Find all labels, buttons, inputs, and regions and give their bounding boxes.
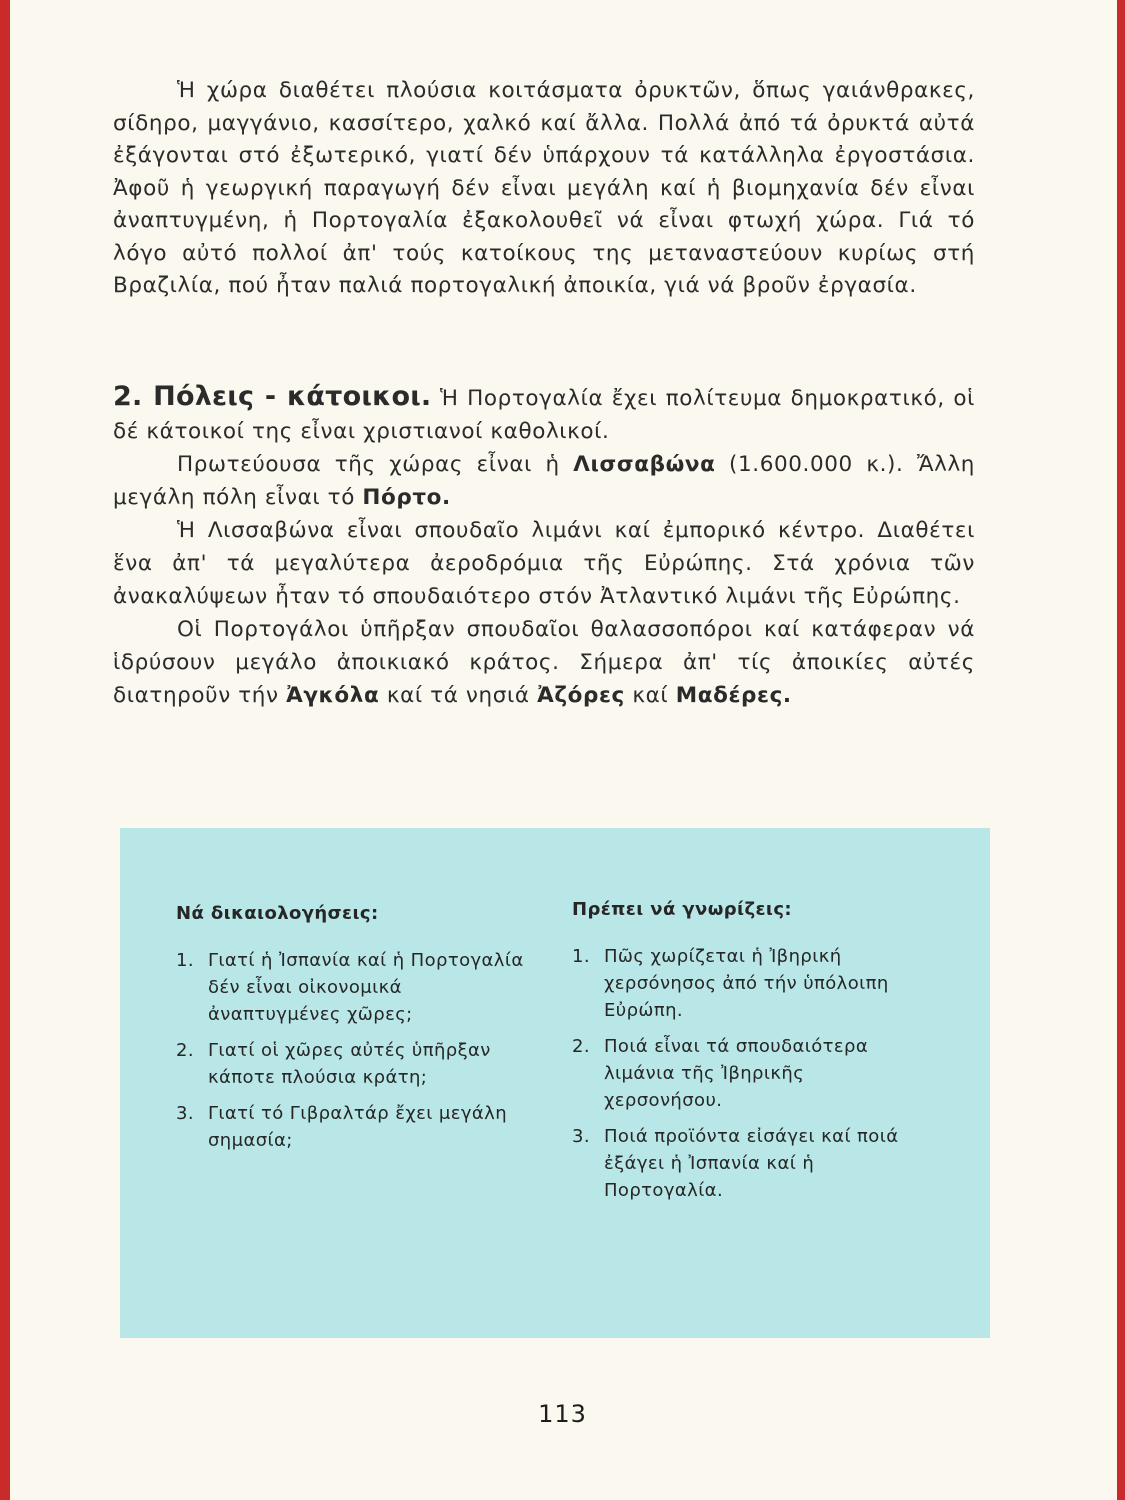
question-text: Πῶς χωρίζεται ἡ Ἰβηρική χερσόνησος ἀπό τήν ὑπόλοιπη Εὐρώπη. xyxy=(604,946,889,1021)
question-number: 1. xyxy=(572,946,590,967)
section-cities-inhabitants xyxy=(113,380,975,712)
question-number: 1. xyxy=(176,950,194,971)
intro-paragraph: Ἡ χώρα διαθέτει πλούσια κοιτάσματα ὀρυκτῶν, ὅπως γαιάνθρακες, σίδηρο, μαγγάνιο, κασσίτερο, χαλκό καί ἄλλα. Πολλά ἀπό τά ὀρυκτά αὐτά ἐξάγονται στό ἐξωτερικό, γιατί δέν ὑπάρχουν τά κατάλληλα ἐργοστάσια. Ἀφοῦ ἡ γεωργική παραγωγή δέν εἶναι μεγάλη καί ἡ βιομηχανία δέν εἶναι ἀναπτυγμένη, ἡ Πορτογαλία ἐξακολουθεῖ νά εἶναι φτωχή χώρα. Γιά τό λόγο αὐτό πολλοί ἀπ' τούς κατοίκους της μεταναστεύουν κυρίως στή Βραζιλία, πού ἦταν παλιά πορτογαλική ἀποικία, γιά νά βροῦν ἐργασία. xyxy=(113,78,975,298)
section-p1-text: Ἡ Πορτογαλία ἔχει πολίτευμα δημοκρατικό, οἱ δέ κάτοικοί της εἶναι χριστιανοί καθολικοί. xyxy=(113,386,976,444)
question-number: 2. xyxy=(572,1036,590,1057)
know-title: Πρέπει νά γνωρίζεις: xyxy=(572,899,793,920)
exercise-box xyxy=(120,828,990,1338)
section-paragraph-4 xyxy=(113,613,975,712)
question-text: Ποιά εἶναι τά σπουδαιότερα λιμάνια τῆς Ἰβηρικῆς χερσονήσου. xyxy=(604,1036,869,1111)
section-paragraph-3: Ἡ Λισσαβώνα εἶναι σπουδαῖο λιμάνι καί ἐμπορικό κέντρο. Διαθέτει ἕνα ἀπ' τά μεγαλύτερα ἀεροδρόμια τῆς Εὐρώπης. Στά χρόνια τῶν ἀνακαλύψεων ἦταν τό σπουδαιότερο στόν Ἀτλαντικό λιμάνι τῆς Εὐρώπης. xyxy=(113,518,975,609)
p2-text-c: (1.600.000 κ.). Ἄλλη μεγάλη πόλη εἶναι τό xyxy=(113,452,975,510)
colony-madeira: Μαδέρες. xyxy=(675,683,792,708)
question-number: 3. xyxy=(572,1126,590,1147)
question-text: Γιατί οἱ χῶρες αὐτές ὑπῆρξαν κάποτε πλούσια κράτη; xyxy=(208,1040,491,1088)
colony-azores: Ἀζόρες xyxy=(537,683,625,708)
p4-text-a: Οἱ Πορτογάλοι ὑπῆρξαν σπουδαῖοι θαλασσοπόροι καί κατάφεραν νά ἱδρύσουν μεγάλο ἀποικιακό κράτος. Σήμερα ἀπ' τίς ἀποικίες αὐτές διατηροῦν τήν xyxy=(113,617,975,708)
question-text: Γιατί ἡ Ἰσπανία καί ἡ Πορτογαλία δέν εἶναι οἰκονομικά ἀναπτυγμένες χῶρες; xyxy=(208,950,524,1025)
page-number: 113 xyxy=(538,1400,587,1428)
page-edge-left xyxy=(0,0,10,1500)
second-city-name: Πόρτο. xyxy=(362,485,451,510)
justify-column xyxy=(176,900,526,1163)
p2-text-a: Πρωτεύουσα τῆς χώρας εἶναι ἡ xyxy=(177,452,574,477)
question-number: 2. xyxy=(176,1040,194,1061)
capital-name: Λισσαβώνα xyxy=(573,452,716,477)
justify-title: Νά δικαιολογήσεις: xyxy=(176,903,379,924)
question-text: Ποιά προϊόντα εἰσάγει καί ποιά ἐξάγει ἡ Ἰσπανία καί ἡ Πορτογαλία. xyxy=(604,1126,899,1201)
p4-text-c: καί τά νησιά xyxy=(379,683,538,708)
section-paragraph-1 xyxy=(113,380,975,448)
justify-question xyxy=(176,1100,526,1154)
question-text: Γιατί τό Γιβραλτάρ ἔχει μεγάλη σημασία; xyxy=(208,1103,508,1151)
know-question xyxy=(572,943,922,1024)
p4-text-e: καί xyxy=(624,683,676,708)
question-number: 3. xyxy=(176,1103,194,1124)
section-title: 2. Πόλεις - κάτοικοι. xyxy=(113,381,432,412)
justify-question xyxy=(176,1037,526,1091)
section-paragraph-2 xyxy=(113,448,975,514)
intro-text xyxy=(113,75,975,303)
know-question xyxy=(572,1123,922,1204)
know-column xyxy=(572,896,922,1213)
colony-angola: Ἀγκόλα xyxy=(286,683,380,708)
justify-question xyxy=(176,947,526,1028)
know-question xyxy=(572,1033,922,1114)
page-edge-right xyxy=(1117,0,1125,1500)
